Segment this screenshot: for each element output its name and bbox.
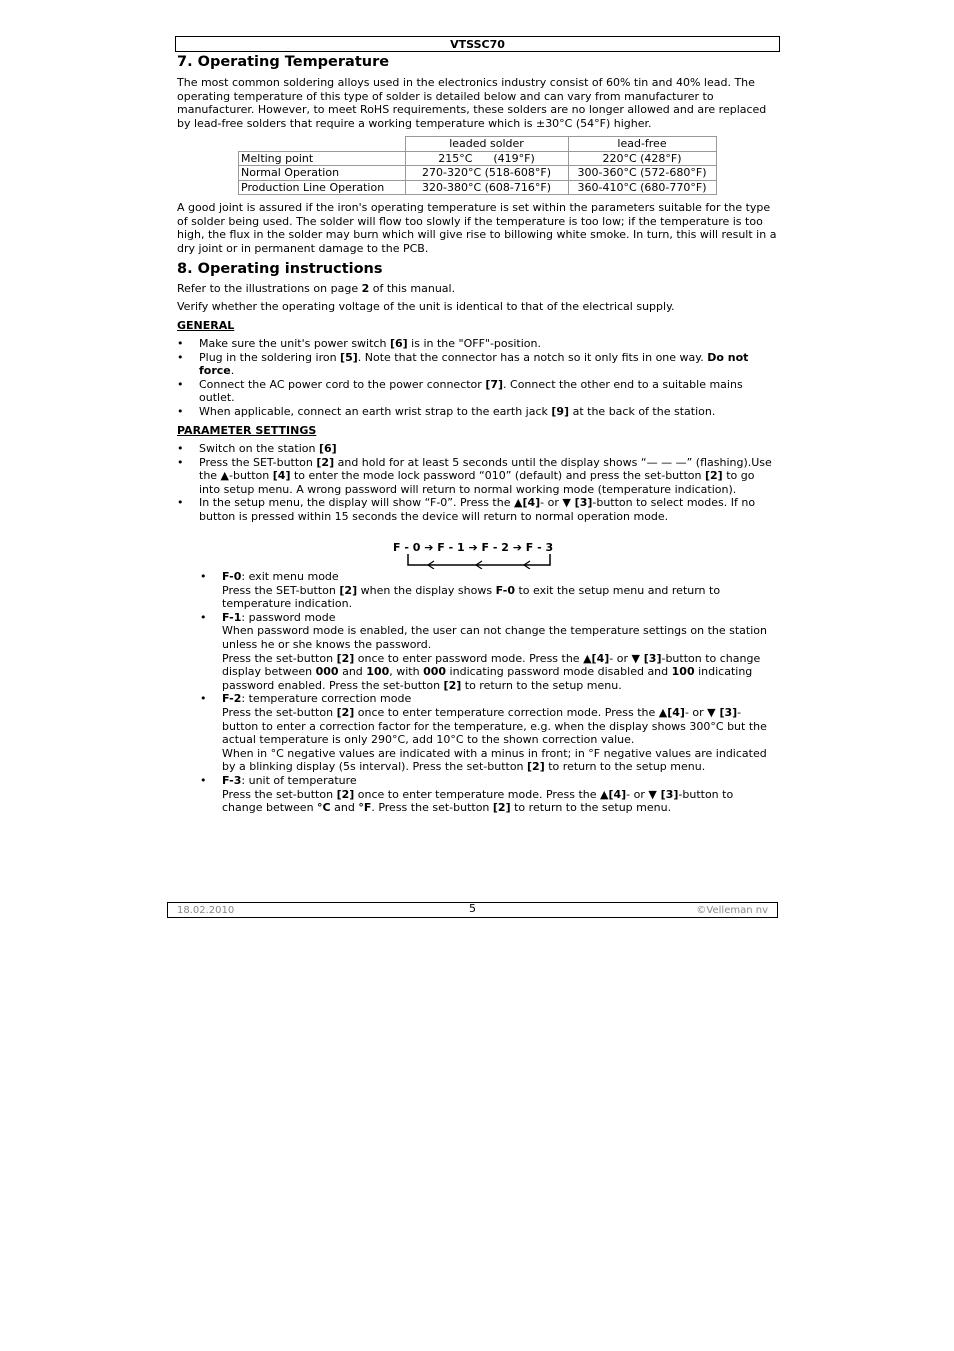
section-7-title: 7. Operating Temperature: [177, 54, 390, 70]
section-7-intro: The most common soldering alloys used in the electronics industry consist of 60% tin and 40% lead. The operating temperature of this type of solder is detailed below and can vary from manufacturer to manufacturer. However, to meet RoHS requirements, these solders are no longer allowed and are replaced by lead-free solders that require a working temperature which is ±30°C (54°F) higher.: [177, 76, 767, 130]
table-cell: 360-410°C (680-770°F): [568, 180, 716, 195]
table-cell: 320-380°C (608-716°F): [405, 180, 568, 195]
page-number: 5: [469, 902, 476, 915]
table-header-row: [239, 137, 717, 152]
table-header-cell: [239, 137, 406, 152]
list-item-f1: • F-1: password mode When password mode is enabled, the user can not change the temperature settings on the station unless he or she knows the password. Press the set-button [2] once to enter password mode. Press the ▲[4]- or ▼ [3]-button to change display between 000 and 100, with 000 indicating password mode disabled and 100 indicating password enabled. Press the set-button [2] to return to the setup menu.: [200, 611, 777, 693]
header-model: VTSSC70: [175, 36, 780, 52]
list-item: • When applicable, connect an earth wrist strap to the earth jack [9] at the back of the station.: [177, 405, 777, 419]
list-item-f3: • F-3: unit of temperature Press the set-button [2] once to enter temperature mode. Press the ▲[4]- or ▼ [3]-button to change between °C and °F. Press the set-button [2] to return to the setup menu.: [200, 774, 777, 815]
page-reference: 2: [361, 282, 370, 295]
table-row: [239, 166, 717, 181]
table-cell: 270-320°C (518-608°F): [405, 166, 568, 181]
table-cell: Normal Operation: [239, 166, 406, 181]
mode-flow-return-arrows: [400, 553, 560, 569]
list-item: • Connect the AC power cord to the power connector [7]. Connect the other end to a suitable mains outlet.: [177, 378, 777, 405]
mode-flow-text: F - 0 ➔ F - 1 ➔ F - 2 ➔ F - 3: [393, 541, 554, 554]
list-item: • Press the SET-button [2] and hold for at least 5 seconds until the display shows “— — —” (flashing).Use the ▲-button [4] to enter the mode lock password “010” (default) and press the set-button [2] to go into setup menu. A wrong password will return to normal working mode (temperature indication).: [177, 456, 777, 497]
table-cell: 220°C (428°F): [568, 151, 716, 166]
list-item: • Plug in the soldering iron [5]. Note that the connector has a notch so it only fits in one way. Do not force.: [177, 351, 777, 378]
text-run: Refer to the illustrations on page: [177, 282, 362, 295]
table-header-cell: leaded solder: [405, 137, 568, 152]
general-list: [177, 337, 777, 419]
footer-date: 18.02.2010: [177, 905, 235, 916]
table-cell: Melting point: [239, 151, 406, 166]
list-item: • In the setup menu, the display will show “F-0”. Press the ▲[4]- or ▼ [3]-button to select modes. If no button is pressed within 15 seconds the device will return to normal operation mode.: [177, 496, 777, 523]
table-cell: 215°C (419°F): [405, 151, 568, 166]
section-8-title: 8. Operating instructions: [177, 261, 383, 277]
parameter-list: [177, 442, 777, 524]
footer-copyright: ©Velleman nv: [696, 905, 768, 916]
general-heading: GENERAL: [177, 319, 235, 332]
table-row: [239, 180, 717, 195]
list-item-f2: • F-2: temperature correction mode Press the set-button [2] once to enter temperature correction mode. Press the ▲[4]- or ▼ [3]-button to enter a correction factor for the temperature, e.g. when the display shows 300°C but the actual temperature is only 290°C, add 10°C to the shown correction value. When in °C negative values are indicated with a minus in front; in °F negative values are indicated by a blinking display (5s interval). Press the set-button [2] to return to the setup menu.: [200, 692, 777, 774]
table-cell: Production Line Operation: [239, 180, 406, 195]
table-header-cell: lead-free: [568, 137, 716, 152]
table-row: [239, 151, 717, 166]
verify-paragraph: Verify whether the operating voltage of the unit is identical to that of the electrical supply.: [177, 300, 675, 313]
refer-paragraph: [177, 282, 777, 296]
footer: [167, 902, 778, 918]
mode-list: [200, 570, 777, 815]
list-item: • Make sure the unit's power switch [6] is in the "OFF"-position.: [177, 337, 777, 351]
section-7-outro: A good joint is assured if the iron's operating temperature is set within the parameters suitable for the type of solder being used. The solder will flow too slowly if the temperature is too low; if the temperature is too high, the flux in the solder may burn which will give rise to billowing white smoke. In turn, this will result in a dry joint or in permanent damage to the PCB.: [177, 201, 777, 255]
list-item: • Switch on the station [6]: [177, 442, 777, 456]
list-item-f0: • F-0: exit menu mode Press the SET-button [2] when the display shows F-0 to exit the setup menu and return to temperature indication.: [200, 570, 777, 611]
table-cell: 300-360°C (572-680°F): [568, 166, 716, 181]
text-run: of this manual.: [369, 282, 456, 295]
solder-temperature-table: [238, 136, 717, 195]
parameter-settings-heading: PARAMETER SETTINGS: [177, 424, 317, 437]
